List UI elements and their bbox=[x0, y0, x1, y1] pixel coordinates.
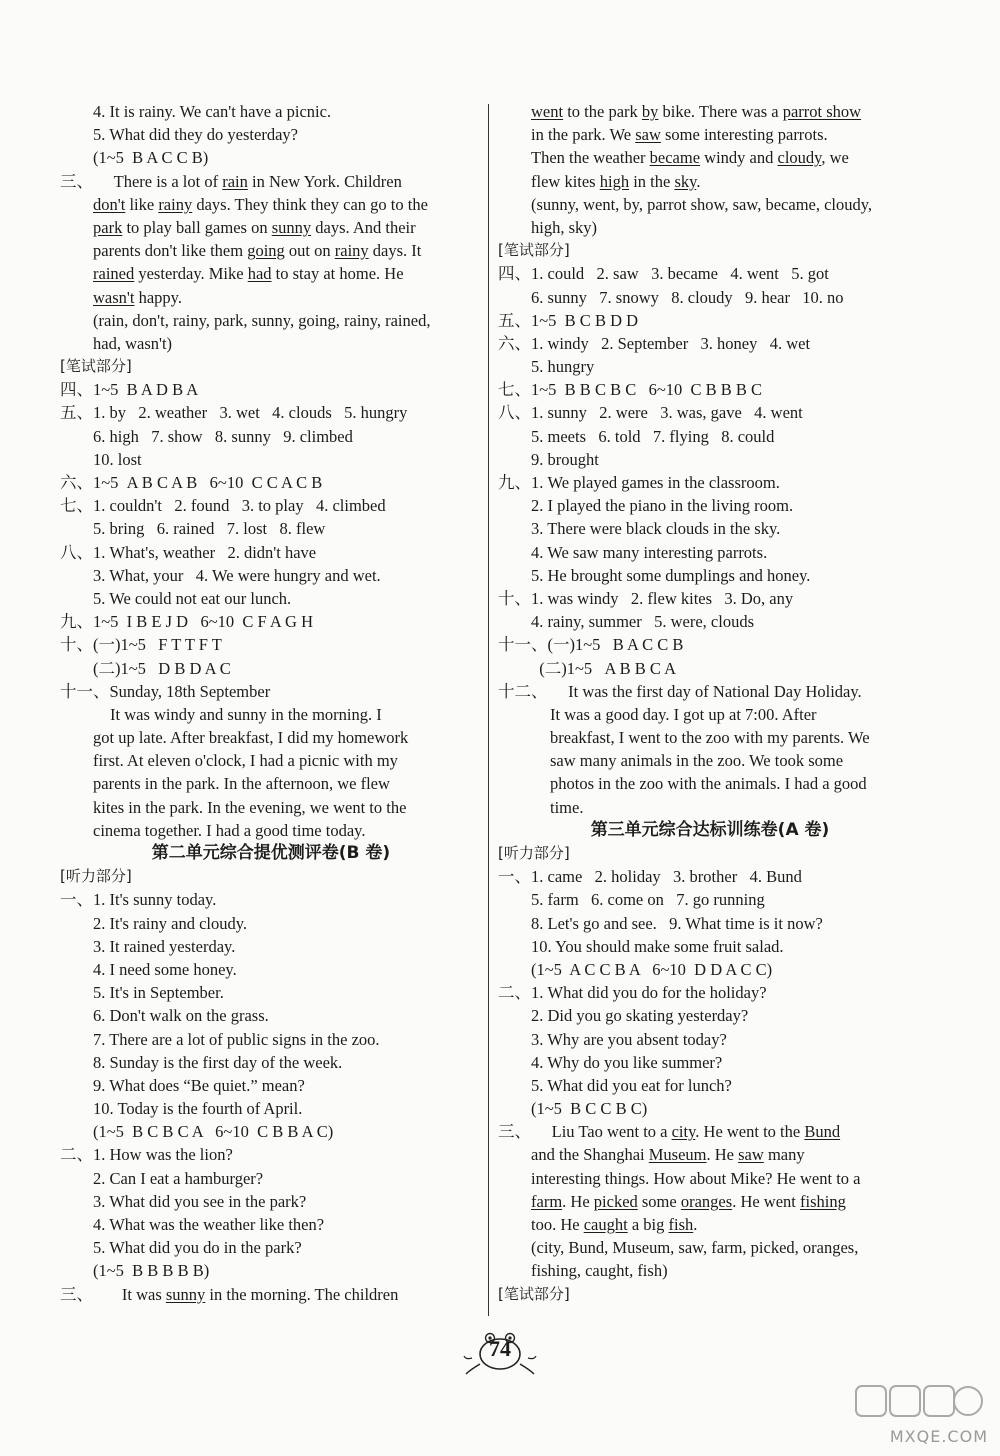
section-label: [听力部分] bbox=[60, 867, 132, 886]
answer-line: breakfast, I went to the zoo with my parents. We bbox=[550, 728, 870, 748]
answer-line: 4. It is rainy. We can't have a picnic. bbox=[93, 102, 332, 121]
answer-line: (1~5 B C B C A 6~10 C B B A C) bbox=[93, 1122, 334, 1142]
section-label: [笔试部分] bbox=[498, 1284, 570, 1303]
answer-line: 七、1. couldn't 2. found 3. to play 4. climbed bbox=[60, 496, 386, 516]
underlined-answer: saw bbox=[635, 125, 661, 145]
watermark bbox=[848, 1382, 988, 1446]
answer-line: (sunny, went, by, parrot show, saw, became, cloudy, bbox=[531, 194, 873, 214]
answer-line: fishing, caught, fish) bbox=[531, 1261, 668, 1281]
answer-line: 一、1. It's sunny today. bbox=[60, 890, 217, 910]
answer-line: rained yesterday. Mike had to stay at home. He bbox=[93, 264, 404, 284]
answer-line: (1~5 B C C B C) bbox=[531, 1099, 648, 1119]
underlined-answer: going bbox=[247, 241, 285, 261]
answer-line: 2. I played the piano in the living room. bbox=[531, 496, 794, 516]
answer-line: 一、1. came 2. holiday 3. brother 4. Bund bbox=[498, 867, 802, 887]
answer-line: 9. brought bbox=[531, 449, 599, 469]
answer-line: 二、1. What did you do for the holiday? bbox=[498, 983, 767, 1003]
answer-line: 四、1. could 2. saw 3. became 4. went 5. got bbox=[498, 264, 829, 284]
answer-line: 6. Don't walk on the grass. bbox=[93, 1006, 269, 1026]
underlined-answer: park bbox=[93, 217, 123, 237]
section-label: [笔试部分] bbox=[498, 241, 570, 260]
answer-line: 5. bring 6. rained 7. lost 8. flew bbox=[93, 519, 326, 539]
answer-line: got up late. After breakfast, I did my homework bbox=[93, 728, 409, 748]
answer-line: 4. We saw many interesting parrots. bbox=[531, 542, 768, 562]
answer-line: 三、 It was sunny in the morning. The children bbox=[60, 1284, 399, 1304]
answer-line: park to play ball games on sunny days. And their bbox=[93, 217, 416, 237]
answer-line: 3. Why are you absent today? bbox=[531, 1029, 727, 1049]
answer-line: don't like rainy days. They think they can go to the bbox=[93, 194, 428, 214]
underlined-answer: rainy bbox=[334, 241, 369, 261]
answer-line: 6. high 7. show 8. sunny 9. climbed bbox=[93, 426, 353, 446]
underlined-answer: city bbox=[671, 1122, 696, 1142]
answer-line: 9. What does “Be quiet.” mean? bbox=[93, 1075, 305, 1095]
answer-line: wasn't happy. bbox=[93, 287, 182, 307]
underlined-answer: Bund bbox=[804, 1122, 841, 1142]
answer-line: saw many animals in the zoo. We took some bbox=[550, 751, 844, 771]
answer-logo-icon bbox=[854, 1382, 984, 1422]
answer-line: Then the weather became windy and cloudy, we bbox=[531, 148, 849, 168]
underlined-answer: went bbox=[531, 102, 564, 121]
answer-line: kites in the park. In the evening, we went to the bbox=[93, 797, 407, 817]
answer-line: It was windy and sunny in the morning. I bbox=[110, 704, 382, 724]
answer-line: 八、1. What's, weather 2. didn't have bbox=[60, 542, 317, 562]
answer-line: 二、1. How was the lion? bbox=[60, 1145, 233, 1165]
answer-line: and the Shanghai Museum. He saw many bbox=[531, 1145, 805, 1165]
page-number: 74 bbox=[489, 1336, 511, 1361]
section-label: [笔试部分] bbox=[60, 357, 132, 376]
underlined-answer: high bbox=[599, 171, 630, 191]
answer-line: 4. rainy, summer 5. were, clouds bbox=[531, 612, 754, 632]
answer-line: first. At eleven o'clock, I had a picnic with my bbox=[93, 751, 398, 771]
answer-line: 十一、(一)1~5 B A C C B bbox=[498, 635, 684, 655]
underlined-answer: by bbox=[641, 102, 659, 121]
underlined-answer: cloudy bbox=[777, 148, 822, 168]
answer-line: too. He caught a big fish. bbox=[531, 1215, 698, 1234]
answer-line: 三、 Liu Tao went to a city. He went to the Bund bbox=[498, 1122, 841, 1142]
answer-line: 十、(一)1~5 F T T F T bbox=[60, 635, 222, 655]
answer-line: 7. There are a lot of public signs in the zoo. bbox=[93, 1029, 380, 1049]
answer-line: time. bbox=[550, 797, 584, 817]
answer-line: 2. Can I eat a hamburger? bbox=[93, 1168, 264, 1188]
underlined-answer: saw bbox=[738, 1145, 764, 1165]
answer-line: flew kites high in the sky. bbox=[531, 171, 701, 191]
answer-line: 5. meets 6. told 7. flying 8. could bbox=[531, 426, 775, 446]
section-label: [听力部分] bbox=[498, 844, 570, 862]
column-divider bbox=[488, 104, 489, 1316]
underlined-answer: oranges bbox=[680, 1191, 733, 1211]
answer-line: 6. sunny 7. snowy 8. cloudy 9. hear 10. no bbox=[531, 287, 844, 307]
answer-line: 四、1~5 B A D B A bbox=[60, 380, 199, 400]
underlined-answer: parrot show bbox=[782, 102, 862, 121]
answer-line: (二)1~5 A B B C A bbox=[531, 658, 677, 678]
answer-line: 4. What was the weather like then? bbox=[93, 1215, 325, 1234]
answer-line: cinema together. I had a good time today. bbox=[93, 820, 366, 840]
answer-line: 5. It's in September. bbox=[93, 983, 224, 1003]
underlined-answer: sky bbox=[674, 171, 697, 191]
answer-line: 10. Today is the fourth of April. bbox=[93, 1099, 303, 1119]
answer-line: 8. Sunday is the first day of the week. bbox=[93, 1052, 343, 1072]
answer-line: 九、1. We played games in the classroom. bbox=[498, 473, 780, 492]
answer-line: 六、1. windy 2. September 3. honey 4. wet bbox=[498, 333, 811, 353]
answer-line: 八、1. sunny 2. were 3. was, gave 4. went bbox=[498, 403, 803, 423]
answer-line: 3. It rained yesterday. bbox=[93, 936, 236, 956]
left-column bbox=[60, 100, 482, 1306]
underlined-answer: don't bbox=[93, 194, 126, 214]
underlined-answer: caught bbox=[583, 1215, 628, 1234]
answer-line: 十、1. was windy 2. flew kites 3. Do, any bbox=[498, 588, 794, 608]
answer-line: 六、1~5 A B C A B 6~10 C C A C B bbox=[60, 473, 323, 492]
answer-line: parents don't like them going out on rainy days. It bbox=[93, 241, 422, 261]
underlined-answer: rainy bbox=[158, 194, 193, 214]
answer-line: 5. hungry bbox=[531, 357, 595, 377]
underlined-answer: wasn't bbox=[93, 287, 135, 307]
answer-line: 5. farm 6. come on 7. go running bbox=[531, 890, 765, 910]
answer-line: 4. I need some honey. bbox=[93, 959, 237, 979]
answer-line: (1~5 B A C C B) bbox=[93, 148, 209, 168]
answer-line: 4. Why do you like summer? bbox=[531, 1052, 723, 1072]
answer-line: 5. We could not eat our lunch. bbox=[93, 588, 292, 608]
answer-line: 五、1~5 B C B D D bbox=[498, 310, 639, 330]
answer-line: (rain, don't, rainy, park, sunny, going, rainy, rained, bbox=[93, 310, 431, 330]
answer-line: 三、 There is a lot of rain in New York. Children bbox=[60, 171, 402, 191]
answer-line: went to the park by bike. There was a parrot show bbox=[531, 102, 862, 121]
answer-line: 2. It's rainy and cloudy. bbox=[93, 913, 248, 933]
answer-line: (city, Bund, Museum, saw, farm, picked, oranges, bbox=[531, 1238, 859, 1258]
unit-heading: 第三单元综合达标训练卷(A 卷) bbox=[590, 819, 830, 840]
right-column bbox=[498, 100, 922, 1306]
answer-line: It was a good day. I got up at 7:00. After bbox=[550, 704, 817, 724]
underlined-answer: fishing bbox=[800, 1191, 846, 1211]
answer-line: (二)1~5 D B D A C bbox=[93, 658, 231, 678]
answer-line: high, sky) bbox=[531, 217, 597, 237]
underlined-answer: rain bbox=[222, 171, 248, 191]
answer-line: 五、1. by 2. weather 3. wet 4. clouds 5. hungry bbox=[60, 403, 408, 423]
underlined-answer: farm bbox=[531, 1191, 563, 1211]
answer-line: 10. lost bbox=[93, 449, 142, 469]
answer-line: (1~5 A C C B A 6~10 D D A C C) bbox=[531, 959, 773, 979]
answer-line: 5. What did you do in the park? bbox=[93, 1238, 302, 1258]
answer-line: 10. You should make some fruit salad. bbox=[531, 936, 784, 956]
answer-line: 十一、Sunday, 18th September bbox=[60, 681, 271, 701]
underlined-answer: rained bbox=[93, 264, 135, 284]
page-number-badge bbox=[462, 1330, 538, 1376]
answer-line: 十二、 It was the first day of National Day Holiday. bbox=[498, 681, 862, 701]
answer-line: 3. What, your 4. We were hungry and wet. bbox=[93, 565, 381, 585]
answer-line: (1~5 B B B B B) bbox=[93, 1261, 210, 1281]
answer-line: 3. What did you see in the park? bbox=[93, 1191, 307, 1211]
unit-heading: 第二单元综合提优测评卷(B 卷) bbox=[151, 843, 391, 863]
underlined-answer: Museum bbox=[648, 1145, 707, 1165]
underlined-answer: sunny bbox=[271, 217, 312, 237]
answer-line: had, wasn't) bbox=[93, 333, 173, 353]
underlined-answer: became bbox=[649, 148, 701, 168]
answer-line: 5. What did you eat for lunch? bbox=[531, 1075, 732, 1095]
answer-line: farm. He picked some oranges. He went fishing bbox=[531, 1191, 846, 1211]
answer-line: 5. He brought some dumplings and honey. bbox=[531, 565, 811, 585]
underlined-answer: sunny bbox=[165, 1284, 206, 1304]
watermark-text: MXQE.COM bbox=[889, 1427, 988, 1446]
answer-line: photos in the zoo with the animals. I had a good bbox=[550, 774, 867, 794]
answer-line: interesting things. How about Mike? He went to a bbox=[531, 1168, 861, 1188]
answer-line: 3. There were black clouds in the sky. bbox=[531, 519, 781, 539]
answer-line: in the park. We saw some interesting parrots. bbox=[531, 125, 828, 145]
answer-line: parents in the park. In the afternoon, we flew bbox=[93, 774, 390, 794]
answer-line: 九、1~5 I B E J D 6~10 C F A G H bbox=[60, 612, 314, 632]
underlined-answer: had bbox=[247, 264, 272, 284]
answer-line: 2. Did you go skating yesterday? bbox=[531, 1006, 749, 1026]
answer-line: 七、1~5 B B C B C 6~10 C B B B C bbox=[498, 380, 763, 400]
answer-line: 8. Let's go and see. 9. What time is it now? bbox=[531, 913, 823, 933]
underlined-answer: picked bbox=[593, 1191, 638, 1211]
underlined-answer: fish bbox=[668, 1215, 694, 1234]
answer-line: 5. What did they do yesterday? bbox=[93, 125, 298, 145]
